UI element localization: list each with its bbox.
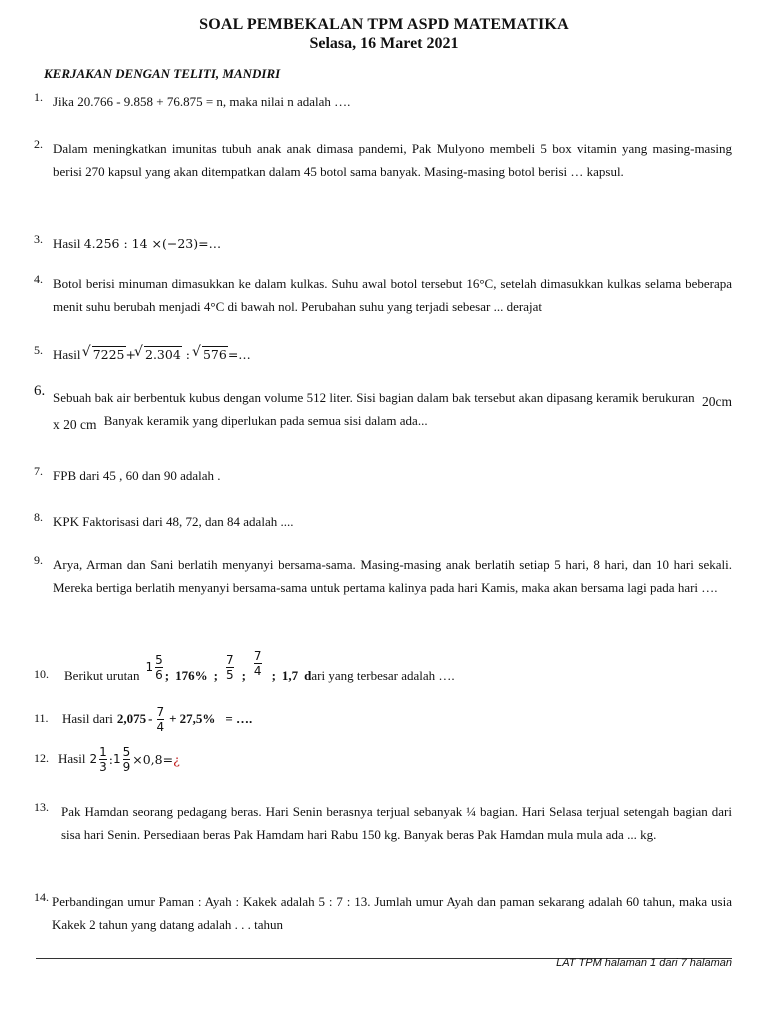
- tile-size: 20cm x 20 cm: [53, 394, 733, 432]
- question-number: 13.: [34, 800, 49, 814]
- square-root: √ 7225: [85, 343, 126, 366]
- question-text: Banyak keramik yang diperlukan pada semua sisi dalam ada...: [103, 413, 428, 428]
- question-number: 9.: [34, 553, 43, 567]
- percent-value: 176%: [175, 668, 208, 683]
- question-number: 4.: [34, 272, 43, 286]
- question-13: [34, 800, 732, 846]
- separator: ;: [271, 668, 276, 683]
- question-text: Sebuah bak air berbentuk kubus dengan volume 512 liter. Sisi bagian dalam bak tersebut akan dipasang keramik berukuran: [53, 390, 695, 405]
- question-text: FPB dari 45 , 60 dan 90 adalah .: [53, 468, 221, 483]
- question-text: KPK Faktorisasi dari 48, 72, dan 84 adalah ....: [53, 514, 294, 529]
- question-prefix: Hasil: [58, 751, 86, 766]
- page-footer: LAT TPM halaman 1 dari 7 halaman: [556, 957, 732, 969]
- square-root: √ 2.304: [137, 343, 182, 366]
- separator: ;: [164, 668, 170, 683]
- question-number: 12.: [34, 751, 49, 765]
- fraction: $\frac{7}{4}$: [156, 704, 165, 734]
- question-text: Arya, Arman dan Sani berlatih menyanyi bersama-sama. Masing-masing anak berlatih setiap 5 hari, 8 hari, dan 10 hari sekali. Mereka bertiga berlatih menyanyi bersama-sama untuk pertama kalinya pada hari Kamis, maka akan bersama lagi pada hari ….: [53, 557, 732, 595]
- mixed-fraction: 1 $\frac{5}{9}$: [112, 744, 131, 774]
- separator: ;: [213, 668, 218, 683]
- question-11: [34, 702, 732, 736]
- question-text: Dalam meningkatkan imunitas tubuh anak anak dimasa pandemi, Pak Mulyono membeli 5 box vitamin yang masing-masing berisi 270 kapsul yang akan ditempatkan dalam 45 botol sama banyak. Masing-masing botol berisi … kapsul.: [53, 141, 732, 179]
- question-number: 5.: [34, 343, 43, 357]
- question-14: [34, 890, 732, 936]
- question-4: [34, 272, 732, 318]
- question-6: [34, 383, 733, 432]
- question-number: 6.: [34, 383, 46, 399]
- question-5: 5. Hasil √ 7225+√ 2.304 : √ 576=…: [34, 343, 732, 366]
- decimal-value: 2,075: [116, 711, 147, 726]
- question-prefix: Hasil: [53, 236, 81, 251]
- decimal-value: 1,7: [281, 668, 299, 683]
- math-expression: 4.256 : 14 ×(−23)=…: [83, 236, 222, 251]
- question-7: [34, 464, 732, 487]
- question-8: [34, 510, 732, 533]
- document-date: Selasa, 16 Maret 2021: [309, 35, 459, 52]
- question-number: 14.: [34, 890, 49, 904]
- question-number: 8.: [34, 510, 43, 524]
- question-3: [34, 232, 732, 255]
- question-number: 7.: [34, 464, 43, 478]
- question-prefix: Hasil dari: [62, 711, 113, 726]
- question-text: Pak Hamdan seorang pedagang beras. Hari Senin berasnya terjual sebanyak ¼ bagian. Hari Selasa terjual setengah bagian dari sisa hari Senin. Persediaan beras Pak Hamdam hari Rabu 150 kg. Banyak beras Pak Hamdan mula mula ada ... kg.: [61, 804, 732, 842]
- square-root: √ 576: [195, 343, 228, 366]
- question-1: [34, 90, 732, 113]
- question-text: Jika 20.766 - 9.858 + 76.875 = n, maka nilai n adalah ….: [53, 94, 351, 109]
- math-expression: ×0,8=: [132, 751, 174, 767]
- question-prefix: Hasil: [53, 347, 81, 362]
- mixed-fraction: 1 $\frac{5}{6}$: [145, 652, 163, 682]
- operator: :: [108, 751, 113, 767]
- question-text: Botol berisi minuman dimasukkan ke dalam kulkas. Suhu awal botol tersebut 16°C, setelah dimasukkan kulkas selama beberapa menit suhu berubah menjadi 4°C di bawah nol. Perubahan suhu yang terjadi sebesar ... derajat: [53, 276, 732, 314]
- question-number: 1.: [34, 90, 43, 104]
- question-number: 3.: [34, 232, 43, 246]
- question-10: [34, 645, 732, 689]
- question-suffix: ari yang terbesar adalah ….: [311, 668, 455, 683]
- bold-letter: d: [304, 668, 312, 683]
- operator: +: [169, 711, 177, 726]
- fraction: $\frac{7}{5}$: [225, 652, 234, 682]
- question-number: 11.: [34, 711, 49, 725]
- question-9: [34, 553, 732, 599]
- fraction: $\frac{7}{4}$: [253, 648, 262, 678]
- mixed-fraction: 2 $\frac{1}{3}$: [89, 744, 107, 774]
- question-text: Perbandingan umur Paman : Ayah : Kakek adalah 5 : 7 : 13. Jumlah umur Ayah dan paman sekarang adalah 60 tahun, maka usia Kakek 2 tahun yang datang adalah . . . tahun: [52, 894, 732, 932]
- question-number: 2.: [34, 137, 43, 151]
- question-number: 10.: [34, 667, 49, 681]
- instruction: KERJAKAN DENGAN TELITI, MANDIRI: [44, 66, 281, 81]
- question-prefix: Berikut urutan: [64, 668, 140, 683]
- inverted-question-mark: ¿: [173, 751, 180, 767]
- separator: ;: [241, 668, 246, 683]
- question-12: [34, 742, 732, 776]
- question-2: [34, 137, 732, 183]
- percent-value: 27,5%: [179, 711, 216, 726]
- operator: -: [148, 711, 153, 726]
- equals: = ….: [225, 711, 253, 726]
- document-title: SOAL PEMBEKALAN TPM ASPD MATEMATIKA: [199, 16, 569, 33]
